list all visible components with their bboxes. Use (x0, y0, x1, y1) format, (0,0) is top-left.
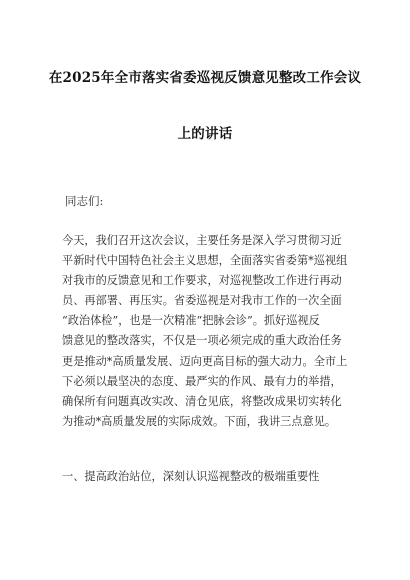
paragraph-line: 为推动*高质量发展的实际成效。下面，我讲三点意见。 (62, 414, 337, 428)
paragraph-line: 今天，我们召开这次会议，主要任务是深入学习贯彻习近 (62, 234, 342, 247)
document-title-line-2: 上的讲话 (177, 126, 233, 142)
paragraph-1 (62, 231, 352, 432)
paragraph-line: 馈意见的整改落实，不仅是一项必须完成的重大政治任务 (62, 334, 342, 348)
paragraph-line: 平新时代中国特色社会主义思想，全面落实省委第*巡视组 (62, 254, 348, 268)
salutation: 同志们: (65, 194, 104, 208)
paragraph-line: 员、再部署、再压实。省委巡视是对我市工作的一次全面 (62, 294, 342, 308)
document-title-line-1: 在2025年全市落实省委巡视反馈意见整改工作会议 (48, 70, 362, 86)
paragraph-line: 下必须以最坚决的态度、最严实的作风、最有力的举措， (62, 374, 342, 388)
paragraph-line: “政治体检”，也是一次精准“把脉会诊”。抓好巡视反 (62, 314, 320, 328)
paragraph-line: 更是推动*高质量发展、迈向更高目标的强大动力。全市上 (62, 354, 348, 368)
paragraph-line: 确保所有问题真改实改、清仓见底，将整改成果切实转化 (62, 394, 342, 408)
paragraph-line: 对我市的反馈意见和工作要求，对巡视整改工作进行再动 (62, 274, 342, 288)
section-heading-1: 一、提高政治站位，深刻认识巡视整改的极端重要性 (62, 470, 320, 483)
